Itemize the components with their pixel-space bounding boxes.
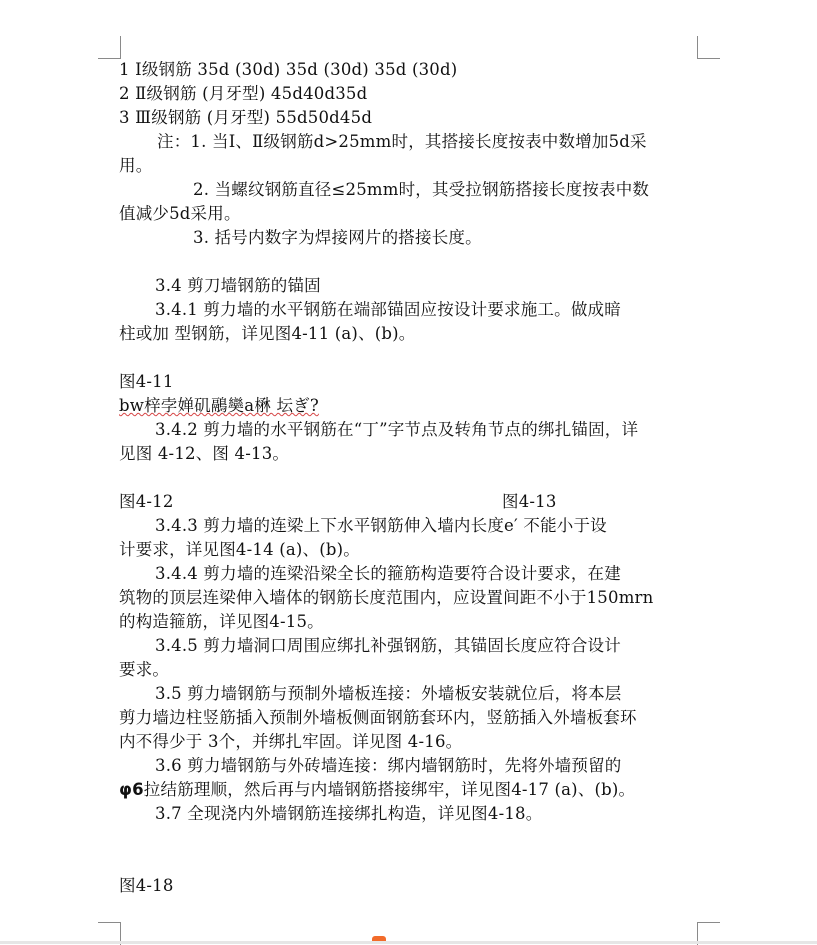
paragraph-3-4-4-line-2: 筑物的顶层连梁伸入墙体的钢筋长度范围内，应设置间距不小于150mrn bbox=[119, 588, 654, 607]
margin-corner-top-left bbox=[98, 36, 121, 59]
table-row: 3 Ⅲ级钢筋 (月牙型) 55d50d45d bbox=[119, 108, 373, 127]
paragraph-3-4-1-line-1: 3.4.1 剪力墙的水平钢筋在端部锚固应按设计要求施工。做成暗 bbox=[155, 300, 621, 319]
figure-caption-row bbox=[119, 490, 697, 514]
table-row: 1 Ⅰ级钢筋 35d (30d) 35d (30d) 35d (30d) bbox=[119, 60, 458, 79]
document-body[interactable] bbox=[119, 58, 697, 898]
note-1-line-1: 注：1. 当Ⅰ、Ⅱ级钢筋d>25mm时，其搭接长度按表中数增加5d采 bbox=[157, 132, 647, 151]
margin-corner-top-right bbox=[697, 36, 720, 59]
spellcheck-flagged-text: bw梓孛婵矶鷊奱a楙 坛ぎ? bbox=[119, 396, 319, 415]
paragraph-3-7: 3.7 全现浇内外墙钢筋连接绑扎构造，详见图4-18。 bbox=[155, 804, 543, 823]
paragraph-3-6-line-2 bbox=[119, 778, 697, 802]
paragraph-3-4-2-line-1: 3.4.2 剪力墙的水平钢筋在“丁”字节点及转角节点的绑扎锚固，详 bbox=[155, 420, 639, 439]
figure-caption-4-11: 图4-11 bbox=[119, 372, 174, 391]
paragraph-3-4-4-line-1: 3.4.4 剪力墙的连梁沿梁全长的箍筋构造要符合设计要求，在建 bbox=[155, 564, 621, 583]
paragraph-3-4-5-line-1: 3.4.5 剪力墙洞口周围应绑扎补强钢筋，其锚固长度应符合设计 bbox=[155, 636, 621, 655]
note-2-line-1: 2. 当螺纹钢筋直径≤25mm时，其受拉钢筋搭接长度按表中数 bbox=[193, 180, 650, 199]
paragraph-3-4-3-line-2: 计要求，详见图4-14 (a)、(b)。 bbox=[119, 540, 360, 559]
paragraph-3-4-4-line-3: 的构造箍筋，详见图4-15。 bbox=[119, 612, 324, 631]
paragraph-3-6-line-1: 3.6 剪力墙钢筋与外砖墙连接：绑内墙钢筋时，先将外墙预留的 bbox=[155, 756, 622, 775]
note-1-line-2: 用。 bbox=[119, 156, 153, 175]
section-heading-3-4: 3.4 剪刀墙钢筋的锚固 bbox=[155, 276, 321, 295]
bar-diameter-symbol: φ6 bbox=[119, 780, 144, 799]
figure-caption-4-18: 图4-18 bbox=[119, 876, 174, 895]
figure-caption-4-13: 图4-13 bbox=[502, 492, 557, 511]
paragraph-3-4-5-line-2: 要求。 bbox=[119, 660, 170, 679]
paragraph-3-5-line-3: 内不得少于 3个，并绑扎牢固。详见图 4-16。 bbox=[119, 732, 463, 751]
paragraph-3-4-3-line-1: 3.4.3 剪力墙的连梁上下水平钢筋伸入墙内长度e′ 不能小于设 bbox=[155, 516, 607, 535]
paragraph-3-4-2-line-2: 见图 4-12、图 4-13。 bbox=[119, 444, 290, 463]
note-2-line-2: 值减少5d采用。 bbox=[119, 204, 241, 223]
figure-caption-4-12: 图4-12 bbox=[119, 492, 174, 511]
paragraph-3-5-line-2: 剪力墙边柱竖筋插入预制外墙板侧面钢筋套环内，竖筋插入外墙板套环 bbox=[119, 708, 637, 727]
table-row: 2 Ⅱ级钢筋 (月牙型) 45d40d35d bbox=[119, 84, 368, 103]
paragraph-3-6-line-2-text: 拉结筋理顺，然后再与内墙钢筋搭接绑牢，详见图4-17 (a)、(b)。 bbox=[143, 780, 636, 799]
note-3: 3. 括号内数字为焊接网片的搭接长度。 bbox=[193, 228, 482, 247]
paragraph-3-4-1-line-2: 柱或加 型钢筋，详见图4-11 (a)、(b)。 bbox=[119, 324, 416, 343]
cursor-marker bbox=[372, 936, 386, 941]
garbled-text-line bbox=[119, 394, 697, 418]
paragraph-3-5-line-1: 3.5 剪力墙钢筋与预制外墙板连接：外墙板安装就位后，将本层 bbox=[155, 684, 622, 703]
